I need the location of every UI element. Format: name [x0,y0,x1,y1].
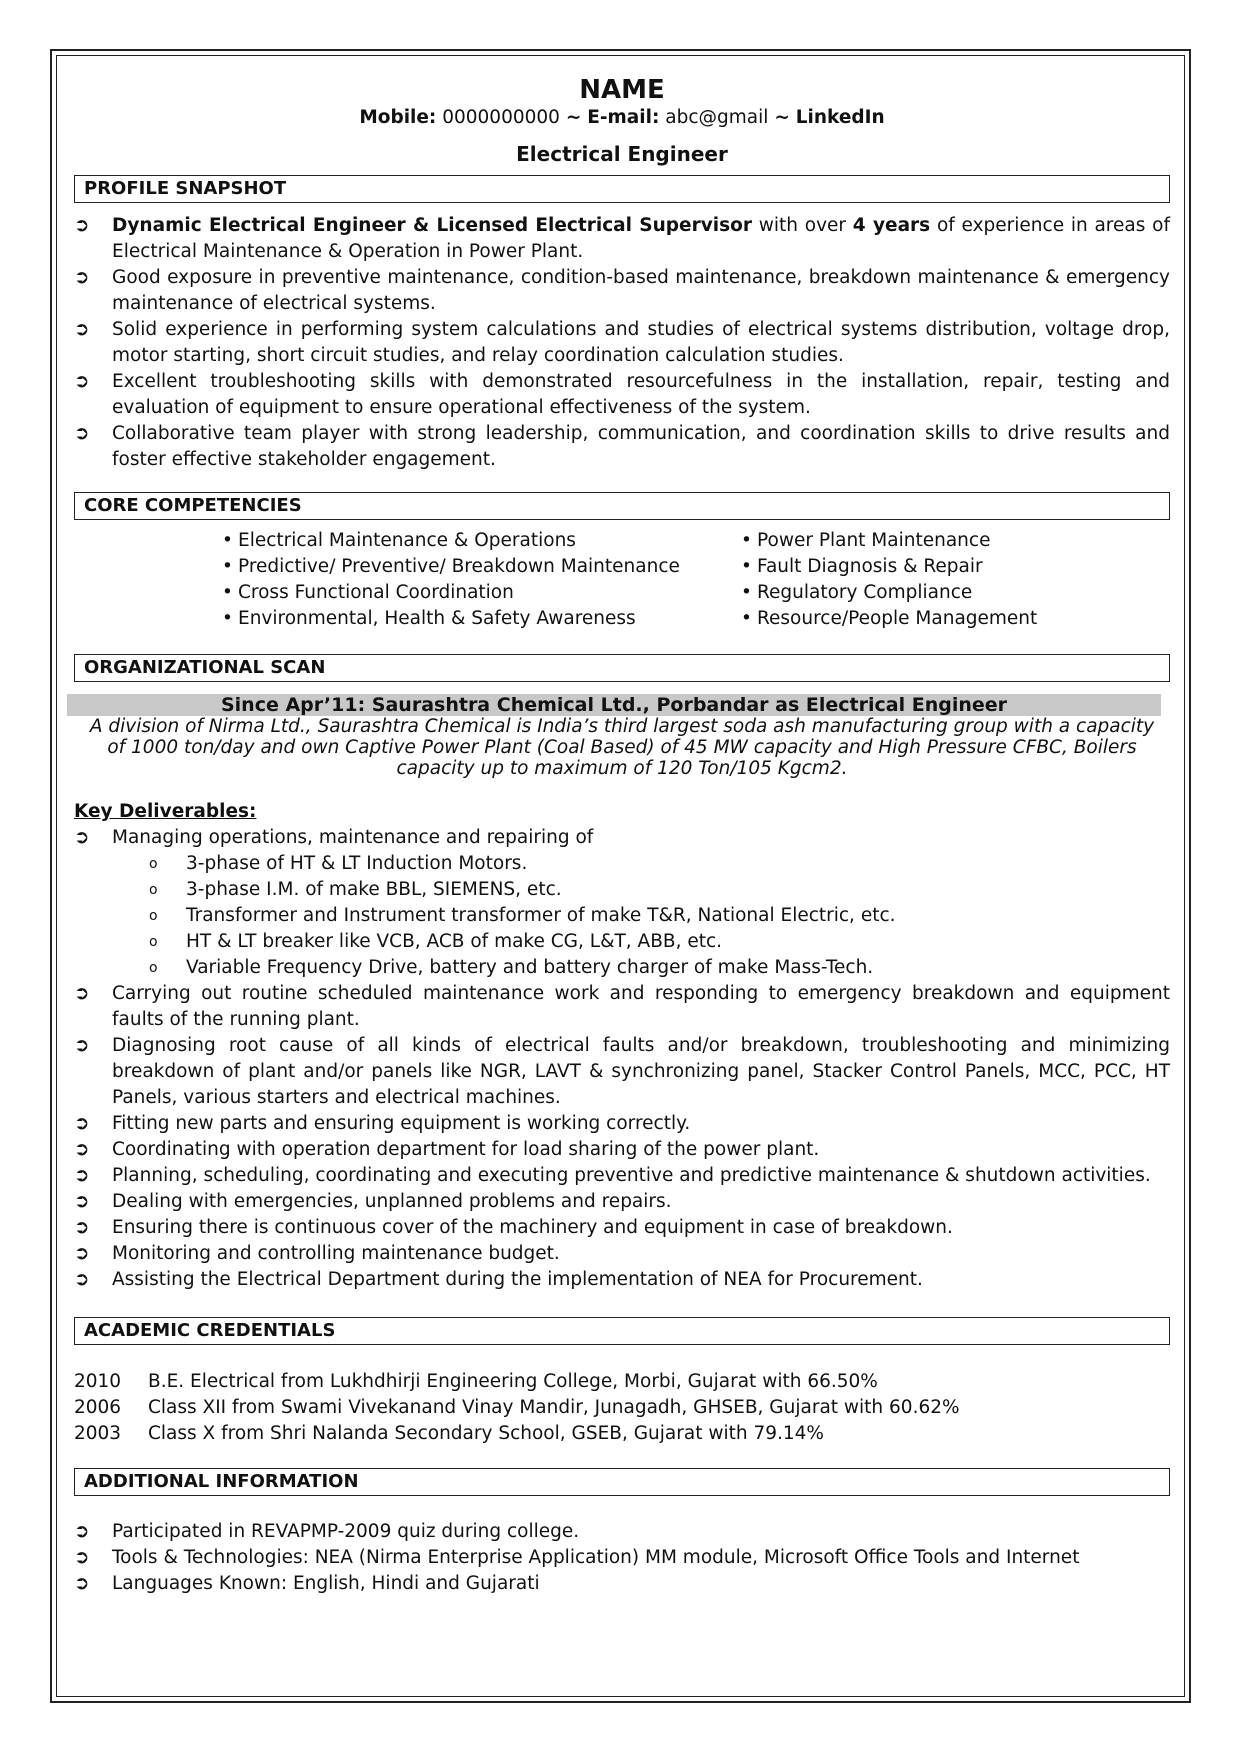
list-item-text: HT & LT breaker like VCB, ACB of make CG, L&T, ABB, etc. [186,931,723,952]
academic-list [74,1369,1170,1447]
academic-detail: Class X from Shri Nalanda Secondary School, GSEB, Gujarat with 79.14% [148,1423,825,1444]
list-item [222,528,741,554]
list-item-text: 3-phase I.M. of make BBL, SIEMENS, etc. [186,879,562,900]
arrow-bullet-icon: ➲ [74,1573,90,1594]
academic-detail: B.E. Electrical from Lukhdhirji Engineering College, Morbi, Gujarat with 66.50% [148,1371,878,1392]
arrow-bullet-icon: ➲ [74,423,90,444]
list-item [74,1571,1170,1597]
deliverables-sublist [74,851,1170,981]
dot-bullet-icon: • [222,556,233,577]
list-item [74,421,1170,473]
section-heading-additional: ADDITIONAL INFORMATION [74,1468,1170,1496]
list-item-text: Solid experience in performing system calculations and studies of electrical systems distribution, voltage drop, motor starting, short circuit studies, and relay coordination calculation studies. [112,319,1170,366]
list-item-text: Managing operations, maintenance and repairing of [112,827,594,848]
list-item-text: Assisting the Electrical Department during the implementation of NEA for Procurement. [112,1269,923,1290]
list-item-text: Transformer and Instrument transformer of make T&R, National Electric, etc. [186,905,896,926]
competencies-right [741,528,1037,632]
dot-bullet-icon: • [741,556,752,577]
email-value: abc@gmail [665,107,769,128]
list-item [74,1215,1170,1241]
arrow-bullet-icon: ➲ [74,267,90,288]
profile-text: of experience in areas of Electrical Maintenance & Operation in Power Plant. [112,215,1170,262]
profile-highlight: Dynamic Electrical Engineer & Licensed Electrical Supervisor [112,215,752,236]
circle-bullet-icon: o [149,856,158,872]
company-description-line: A division of Nirma Ltd., Saurashtra Chemical is India’s third largest soda ash manufacturing group with a capacity [89,716,1155,737]
sub-list-item [74,851,1170,877]
section-heading-organization: ORGANIZATIONAL SCAN [74,654,1170,682]
circle-bullet-icon: o [149,882,158,898]
list-item-text: Ensuring there is continuous cover of the machinery and equipment in case of breakdown. [112,1217,953,1238]
mobile-label: Mobile: [359,107,437,128]
sub-list-item [74,929,1170,955]
arrow-bullet-icon: ➲ [74,1243,90,1264]
list-item [74,317,1170,369]
list-item [74,1111,1170,1137]
list-item [222,554,741,580]
list-item [74,1189,1170,1215]
arrow-bullet-icon: ➲ [74,215,90,236]
list-item [74,1241,1170,1267]
list-item-text: Resource/People Management [757,608,1038,629]
list-item [222,606,741,632]
list-item-text: Excellent troubleshooting skills with demonstrated resourcefulness in the installation, repair, testing and evaluation of equipment to ensure operational effectiveness of the system. [112,371,1170,418]
job-title: Electrical Engineer [516,142,728,166]
competencies-grid [74,528,1170,632]
deliverables-list [74,825,1170,851]
list-item-text: Planning, scheduling, coordinating and executing preventive and predictive maintenance & shutdown activities. [112,1165,1151,1186]
list-item [74,1545,1170,1571]
key-deliverables-title: Key Deliverables: [74,801,257,822]
mobile-value: 0000000000 [442,107,560,128]
arrow-bullet-icon: ➲ [74,1521,90,1542]
list-item-text: Diagnosing root cause of all kinds of electrical faults and/or breakdown, troubleshooting and minimizing breakdown of plant and/or panels like NGR, LAVT & synchronizing panel, Stacker Control Panels, MCC, PCC, HT Panels, various starters and electrical machines. [112,1035,1170,1108]
arrow-bullet-icon: ➲ [74,1269,90,1290]
dot-bullet-icon: • [741,530,752,551]
circle-bullet-icon: o [149,908,158,924]
arrow-bullet-icon: ➲ [74,1191,90,1212]
linkedin-link[interactable]: LinkedIn [795,107,885,128]
sub-list-item [74,903,1170,929]
list-item [74,213,1170,265]
academic-row [74,1369,1170,1395]
list-item [741,580,1037,606]
arrow-bullet-icon: ➲ [74,1113,90,1134]
list-item-text: Fault Diagnosis & Repair [757,556,983,577]
list-item-text: 3-phase of HT & LT Induction Motors. [186,853,528,874]
sub-list-item [74,877,1170,903]
list-item-text: Monitoring and controlling maintenance budget. [112,1243,560,1264]
list-item-text: Fitting new parts and ensuring equipment is working correctly. [112,1113,691,1134]
list-item [74,981,1170,1033]
additional-list [74,1519,1170,1597]
list-item-text: Good exposure in preventive maintenance, condition-based maintenance, breakdown maintenance & emergency maintenance of electrical systems. [112,267,1170,314]
list-item [74,1519,1170,1545]
profile-list [74,213,1170,473]
list-item [74,1267,1170,1293]
contact-line [74,106,1170,130]
profile-years: 4 years [852,215,931,236]
arrow-bullet-icon: ➲ [74,1217,90,1238]
list-item [74,825,1170,851]
list-item [222,580,741,606]
employer-role-bar: Since Apr’11: Saurashtra Chemical Ltd., Porbandar as Electrical Engineer [67,694,1161,716]
arrow-bullet-icon: ➲ [74,1165,90,1186]
list-item-text: Cross Functional Coordination [238,582,514,603]
arrow-bullet-icon: ➲ [74,1139,90,1160]
academic-year: 2003 [74,1423,122,1444]
list-item-text: Environmental, Health & Safety Awareness [238,608,636,629]
dot-bullet-icon: • [222,608,233,629]
list-item-text: Participated in REVAPMP-2009 quiz during college. [112,1521,580,1542]
list-item-text: Variable Frequency Drive, battery and battery charger of make Mass-Tech. [186,957,874,978]
list-item-text: Coordinating with operation department for load sharing of the power plant. [112,1139,820,1160]
list-item [74,1033,1170,1111]
arrow-bullet-icon: ➲ [74,319,90,340]
list-item [741,606,1037,632]
list-item-text: Dealing with emergencies, unplanned problems and repairs. [112,1191,672,1212]
separator: ~ [565,107,582,128]
arrow-bullet-icon: ➲ [74,371,90,392]
email-label: E-mail: [587,107,660,128]
section-heading-competencies: CORE COMPETENCIES [74,492,1170,520]
academic-detail: Class XII from Swami Vivekanand Vinay Mandir, Junagadh, GHSEB, Gujarat with 60.62% [148,1397,960,1418]
list-item-text: Predictive/ Preventive/ Breakdown Maintenance [238,556,680,577]
list-item-text: Languages Known: English, Hindi and Gujarati [112,1573,540,1594]
competencies-left [222,528,741,632]
dot-bullet-icon: • [222,582,233,603]
list-item-text: Regulatory Compliance [757,582,973,603]
dot-bullet-icon: • [741,608,752,629]
arrow-bullet-icon: ➲ [74,983,90,1004]
list-item-text: Electrical Maintenance & Operations [238,530,576,551]
list-item [74,369,1170,421]
academic-year: 2010 [74,1371,122,1392]
company-description-line: capacity up to maximum of 120 Ton/105 Kgcm2. [396,758,848,779]
list-item-text: Tools & Technologies: NEA (Nirma Enterprise Application) MM module, Microsoft Office Tools and Internet [112,1547,1080,1568]
company-description [74,716,1170,779]
circle-bullet-icon: o [149,960,158,976]
company-description-line: of 1000 ton/day and own Captive Power Plant (Coal Based) of 45 MW capacity and High Pressure CFBC, Boilers [107,737,1137,758]
candidate-name: NAME [579,75,665,105]
arrow-bullet-icon: ➲ [74,1547,90,1568]
section-heading-academic: ACADEMIC CREDENTIALS [74,1317,1170,1345]
list-item [74,1163,1170,1189]
list-item [741,554,1037,580]
arrow-bullet-icon: ➲ [74,1035,90,1056]
circle-bullet-icon: o [149,934,158,950]
academic-year: 2006 [74,1397,122,1418]
list-item [741,528,1037,554]
list-item-text: Carrying out routine scheduled maintenance work and responding to emergency breakdown and equipment faults of the running plant. [112,983,1170,1030]
academic-row [74,1421,1170,1447]
profile-text: with over [751,215,853,236]
list-item [74,265,1170,317]
academic-row [74,1395,1170,1421]
dot-bullet-icon: • [741,582,752,603]
dot-bullet-icon: • [222,530,233,551]
resume-content [74,70,1170,1597]
list-item [74,1137,1170,1163]
section-heading-profile: PROFILE SNAPSHOT [74,175,1170,203]
list-item-text: Power Plant Maintenance [757,530,991,551]
sub-list-item [74,955,1170,981]
deliverables-list [74,981,1170,1293]
list-item-text: Collaborative team player with strong leadership, communication, and coordination skills to drive results and foster effective stakeholder engagement. [112,423,1170,470]
arrow-bullet-icon: ➲ [74,827,90,848]
separator: ~ [774,107,790,128]
